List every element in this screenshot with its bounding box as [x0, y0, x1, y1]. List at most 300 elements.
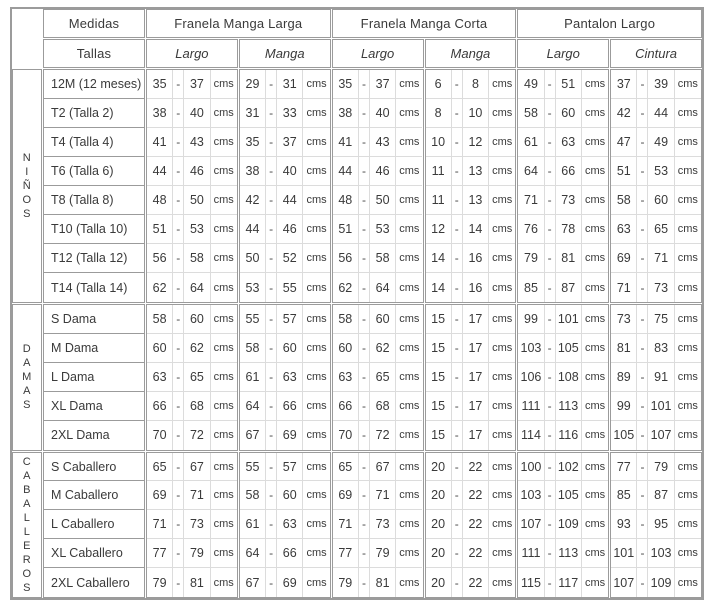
- measure-min: 11: [426, 157, 452, 186]
- header-group-franela-manga-corta: Franela Manga Corta: [332, 9, 517, 38]
- section-label-letter: L: [23, 525, 31, 538]
- unit-label: cms: [582, 244, 608, 273]
- unit-label: cms: [396, 539, 422, 568]
- range-dash: -: [173, 334, 184, 363]
- measure-min: 81: [611, 334, 637, 363]
- measure-min: 58: [333, 305, 359, 334]
- range-dash: -: [637, 157, 648, 186]
- range-dash: -: [266, 481, 277, 510]
- range-dash: -: [359, 70, 370, 99]
- measure-max: 68: [370, 392, 396, 421]
- unit-label: cms: [303, 392, 329, 421]
- unit-label: cms: [582, 157, 608, 186]
- unit-label: cms: [211, 392, 237, 421]
- measure-max: 68: [184, 392, 210, 421]
- range-dash: -: [637, 273, 648, 302]
- range-dash: -: [173, 568, 184, 597]
- measure-max: 75: [648, 305, 674, 334]
- unit-label: cms: [675, 157, 701, 186]
- measure-max: 57: [277, 305, 303, 334]
- measure-min: 64: [518, 157, 544, 186]
- unit-label: cms: [396, 128, 422, 157]
- unit-label: cms: [489, 99, 515, 128]
- talla-label: L Caballero: [44, 510, 144, 539]
- range-dash: -: [266, 305, 277, 334]
- measure-min: 14: [426, 273, 452, 302]
- measure-max: 73: [556, 186, 582, 215]
- range-dash: -: [173, 539, 184, 568]
- unit-label: cms: [677, 281, 698, 294]
- range-dash: -: [637, 481, 648, 510]
- range-dash: -: [637, 510, 648, 539]
- talla-label: T4 (Talla 4): [44, 128, 144, 157]
- range-dash: -: [637, 244, 648, 273]
- range-dash: -: [637, 421, 648, 450]
- measure-group: [239, 304, 331, 450]
- unit-label: cms: [675, 334, 701, 363]
- unit-label: cms: [489, 244, 515, 273]
- section-label-letter: M: [22, 371, 32, 384]
- talla-label: M Dama: [44, 334, 144, 363]
- measure-max: 17: [463, 305, 489, 334]
- range-dash: -: [266, 421, 277, 450]
- measure-min: 106: [518, 363, 544, 392]
- range-dash: -: [173, 215, 184, 244]
- range-dash: -: [266, 539, 277, 568]
- measure-min: 58: [147, 305, 173, 334]
- range-dash: -: [452, 539, 463, 568]
- measure-max: 71: [648, 244, 674, 273]
- measure-max: 83: [648, 334, 674, 363]
- measure-min: 71: [147, 510, 173, 539]
- range-dash: -: [173, 481, 184, 510]
- measure-max: 33: [277, 99, 303, 128]
- section-label-letter: R: [22, 553, 32, 566]
- unit-label: cms: [396, 510, 422, 539]
- unit-label: cms: [211, 481, 237, 510]
- unit-label: cms: [396, 392, 422, 421]
- measure-min: 111: [518, 539, 544, 568]
- talla-column-caballeros: [43, 452, 145, 598]
- measure-group: [610, 69, 702, 303]
- measure-max: 91: [648, 363, 674, 392]
- measure-min: 65: [147, 453, 173, 482]
- measure-min: 42: [611, 99, 637, 128]
- measure-min: 12: [426, 215, 452, 244]
- measure-min: 29: [240, 70, 266, 99]
- section-label-letter: B: [23, 483, 31, 496]
- range-dash: -: [359, 510, 370, 539]
- range-dash: -: [173, 453, 184, 482]
- range-dash: -: [545, 392, 556, 421]
- measure-max: 17: [463, 334, 489, 363]
- measure-max: 53: [370, 215, 396, 244]
- measure-group: [517, 69, 609, 303]
- measure-max: 60: [184, 305, 210, 334]
- measure-min: 71: [333, 510, 359, 539]
- unit-label: cms: [306, 281, 327, 294]
- measure-min: 73: [611, 305, 637, 334]
- range-dash: -: [173, 186, 184, 215]
- measure-min: 11: [426, 186, 452, 215]
- unit-label: cms: [211, 363, 237, 392]
- range-dash: -: [545, 453, 556, 482]
- measure-min: 64: [240, 392, 266, 421]
- measure-max: 44: [277, 186, 303, 215]
- measure-max: 37: [277, 128, 303, 157]
- section-label-letter: S: [23, 399, 31, 412]
- unit-label: cms: [492, 576, 513, 589]
- range-dash: -: [545, 539, 556, 568]
- measure-max: 62: [184, 334, 210, 363]
- range-dash: -: [545, 244, 556, 273]
- measure-max: 17: [463, 363, 489, 392]
- measure-min: 51: [611, 157, 637, 186]
- measure-min: 37: [611, 70, 637, 99]
- range-dash: -: [359, 128, 370, 157]
- measure-min: 63: [611, 215, 637, 244]
- unit-label: cms: [675, 186, 701, 215]
- talla-label: T10 (Talla 10): [44, 215, 144, 244]
- range-dash: -: [173, 421, 184, 450]
- measure-max: 78: [556, 215, 582, 244]
- unit-label: cms: [303, 186, 329, 215]
- measure-min: 61: [240, 363, 266, 392]
- talla-label: T2 (Talla 2): [44, 99, 144, 128]
- measure-min: 62: [147, 273, 173, 302]
- measure-min: 79: [333, 568, 359, 597]
- unit-label: cms: [211, 334, 237, 363]
- unit-label: cms: [675, 363, 701, 392]
- measure-min: 69: [611, 244, 637, 273]
- measure-min: 10: [426, 128, 452, 157]
- unit-label: cms: [303, 539, 329, 568]
- unit-label: cms: [489, 70, 515, 99]
- measure-min: 50: [240, 244, 266, 273]
- range-dash: -: [637, 334, 648, 363]
- range-dash: -: [452, 453, 463, 482]
- measure-max: 108: [556, 363, 582, 392]
- range-dash: -: [266, 186, 277, 215]
- unit-label: cms: [584, 429, 606, 442]
- measure-max: 79: [648, 453, 674, 482]
- unit-label: cms: [582, 305, 608, 334]
- measure-min: 67: [240, 568, 266, 597]
- unit-label: cms: [489, 392, 515, 421]
- range-dash: -: [266, 99, 277, 128]
- talla-label: 2XL Dama: [51, 428, 110, 443]
- measure-min: 49: [518, 70, 544, 99]
- measure-group: [146, 452, 238, 598]
- header-group-franela-manga-larga: Franela Manga Larga: [146, 9, 331, 38]
- range-dash: -: [359, 99, 370, 128]
- measure-max: 46: [184, 157, 210, 186]
- header-subcolumn-franela-manga-larga-largo: Largo: [146, 39, 238, 68]
- measure-max: 62: [370, 334, 396, 363]
- unit-label: cms: [303, 70, 329, 99]
- section-label-letter: A: [23, 497, 31, 510]
- section-label-caballeros: [12, 452, 42, 598]
- measure-max: 44: [648, 99, 674, 128]
- range-dash: -: [359, 453, 370, 482]
- unit-label: cms: [211, 186, 237, 215]
- measure-min: 38: [240, 157, 266, 186]
- size-chart: [10, 7, 704, 600]
- measure-max: 103: [648, 539, 674, 568]
- unit-label: cms: [582, 70, 608, 99]
- range-dash: -: [359, 334, 370, 363]
- talla-label: L Dama: [44, 363, 144, 392]
- range-dash: -: [452, 186, 463, 215]
- measure-min: 15: [426, 305, 452, 334]
- range-dash: -: [266, 334, 277, 363]
- range-dash: -: [637, 453, 648, 482]
- measure-max: 60: [277, 481, 303, 510]
- range-dash: -: [637, 70, 648, 99]
- unit-label: cms: [582, 481, 608, 510]
- unit-label: cms: [211, 215, 237, 244]
- measure-min: 101: [611, 539, 637, 568]
- measure-min: 35: [147, 70, 173, 99]
- measure-min: 60: [333, 334, 359, 363]
- measure-min: 58: [240, 334, 266, 363]
- range-dash: -: [545, 305, 556, 334]
- measure-max: 101: [648, 392, 674, 421]
- measure-max: 81: [556, 244, 582, 273]
- measure-max: 22: [463, 453, 489, 482]
- header-subcolumn-franela-manga-corta-manga: Manga: [425, 39, 517, 68]
- measure-max: 66: [277, 392, 303, 421]
- section-label-letter: S: [23, 581, 31, 594]
- measure-group: [425, 452, 517, 598]
- range-dash: -: [545, 186, 556, 215]
- measure-max: 81: [370, 568, 396, 597]
- range-dash: -: [266, 244, 277, 273]
- measure-min: 99: [518, 305, 544, 334]
- range-dash: -: [266, 568, 277, 597]
- measure-min: 93: [611, 510, 637, 539]
- measure-max: 63: [277, 510, 303, 539]
- unit-label: cms: [213, 281, 234, 294]
- measure-max: 16: [463, 273, 489, 302]
- measure-min: 77: [333, 539, 359, 568]
- range-dash: -: [452, 421, 463, 450]
- unit-label: cms: [675, 70, 701, 99]
- talla-label: S Caballero: [44, 453, 144, 482]
- unit-label: cms: [303, 510, 329, 539]
- measure-min: 85: [611, 481, 637, 510]
- measure-max: 66: [556, 157, 582, 186]
- range-dash: -: [266, 128, 277, 157]
- unit-label: cms: [211, 70, 237, 99]
- range-dash: -: [173, 128, 184, 157]
- measure-min: 20: [426, 539, 452, 568]
- range-dash: -: [173, 273, 184, 302]
- unit-label: cms: [582, 453, 608, 482]
- measure-max: 43: [370, 128, 396, 157]
- range-dash: -: [359, 392, 370, 421]
- measure-max: 60: [648, 186, 674, 215]
- unit-label: cms: [396, 99, 422, 128]
- range-dash: -: [173, 70, 184, 99]
- measure-min: 56: [333, 244, 359, 273]
- range-dash: -: [266, 273, 277, 302]
- range-dash: -: [359, 186, 370, 215]
- measure-max: 14: [463, 215, 489, 244]
- range-dash: -: [545, 363, 556, 392]
- measure-max: 60: [370, 305, 396, 334]
- range-dash: -: [173, 510, 184, 539]
- range-dash: -: [545, 568, 556, 597]
- measure-min: 65: [333, 453, 359, 482]
- section-label-letter: Ñ: [22, 180, 32, 193]
- measure-max: 81: [184, 568, 210, 597]
- unit-label: cms: [303, 453, 329, 482]
- range-dash: -: [545, 128, 556, 157]
- range-dash: -: [173, 157, 184, 186]
- header-corner-spacer: [12, 9, 42, 68]
- range-dash: -: [545, 157, 556, 186]
- measure-min: 38: [147, 99, 173, 128]
- range-dash: -: [452, 305, 463, 334]
- range-dash: -: [173, 363, 184, 392]
- measure-min: 103: [518, 481, 544, 510]
- measure-group: [517, 304, 609, 450]
- measure-max: 65: [648, 215, 674, 244]
- unit-label: cms: [399, 281, 420, 294]
- unit-label: cms: [396, 481, 422, 510]
- measure-min: 20: [426, 481, 452, 510]
- range-dash: -: [173, 99, 184, 128]
- range-dash: -: [173, 392, 184, 421]
- talla-label: M Caballero: [44, 481, 144, 510]
- range-dash: -: [452, 128, 463, 157]
- range-dash: -: [545, 273, 556, 302]
- measure-min: 64: [240, 539, 266, 568]
- range-dash: -: [637, 568, 648, 597]
- measure-min: 69: [333, 481, 359, 510]
- measure-min: 67: [240, 421, 266, 450]
- measure-group: [332, 304, 424, 450]
- measure-max: 40: [277, 157, 303, 186]
- unit-label: cms: [399, 576, 420, 589]
- range-dash: -: [545, 510, 556, 539]
- unit-label: cms: [303, 157, 329, 186]
- range-dash: -: [266, 510, 277, 539]
- unit-label: cms: [211, 539, 237, 568]
- range-dash: -: [266, 363, 277, 392]
- measure-min: 6: [426, 70, 452, 99]
- measure-max: 46: [370, 157, 396, 186]
- range-dash: -: [359, 363, 370, 392]
- measure-min: 66: [147, 392, 173, 421]
- measure-max: 65: [370, 363, 396, 392]
- measure-max: 107: [648, 421, 674, 450]
- measure-min: 35: [333, 70, 359, 99]
- measure-max: 43: [184, 128, 210, 157]
- measure-max: 101: [556, 305, 582, 334]
- range-dash: -: [545, 334, 556, 363]
- section-label-letter: O: [22, 567, 32, 580]
- unit-label: cms: [211, 157, 237, 186]
- measure-group: [610, 304, 702, 450]
- range-dash: -: [545, 481, 556, 510]
- measure-min: 48: [147, 186, 173, 215]
- measure-min: 77: [611, 453, 637, 482]
- measure-min: 61: [240, 510, 266, 539]
- measure-max: 22: [463, 481, 489, 510]
- unit-label: cms: [584, 281, 606, 294]
- measure-min: 48: [333, 186, 359, 215]
- talla-label: 2XL Caballero: [51, 575, 130, 590]
- measure-min: 70: [333, 421, 359, 450]
- unit-label: cms: [675, 215, 701, 244]
- unit-label: cms: [582, 186, 608, 215]
- unit-label: cms: [211, 305, 237, 334]
- measure-max: 113: [556, 392, 582, 421]
- section-label-letter: A: [23, 469, 31, 482]
- range-dash: -: [452, 481, 463, 510]
- unit-label: cms: [211, 99, 237, 128]
- measure-max: 31: [277, 70, 303, 99]
- measure-min: 70: [147, 421, 173, 450]
- range-dash: -: [452, 568, 463, 597]
- unit-label: cms: [492, 429, 513, 442]
- unit-label: cms: [582, 128, 608, 157]
- range-dash: -: [637, 539, 648, 568]
- unit-label: cms: [303, 99, 329, 128]
- measure-max: 109: [556, 510, 582, 539]
- range-dash: -: [452, 157, 463, 186]
- measure-max: 55: [277, 273, 303, 302]
- header-medidas: Medidas: [43, 9, 145, 38]
- unit-label: cms: [582, 539, 608, 568]
- range-dash: -: [359, 568, 370, 597]
- range-dash: -: [266, 157, 277, 186]
- range-dash: -: [173, 305, 184, 334]
- range-dash: -: [452, 363, 463, 392]
- range-dash: -: [452, 99, 463, 128]
- unit-label: cms: [396, 453, 422, 482]
- unit-label: cms: [303, 481, 329, 510]
- unit-label: cms: [582, 334, 608, 363]
- measure-group: [517, 452, 609, 598]
- unit-label: cms: [582, 363, 608, 392]
- measure-group: [425, 69, 517, 303]
- range-dash: -: [545, 215, 556, 244]
- measure-max: 22: [463, 568, 489, 597]
- talla-label: 12M (12 meses): [44, 70, 144, 99]
- unit-label: cms: [303, 244, 329, 273]
- unit-label: cms: [396, 363, 422, 392]
- measure-max: 73: [184, 510, 210, 539]
- measure-min: 20: [426, 453, 452, 482]
- measure-min: 15: [426, 363, 452, 392]
- unit-label: cms: [582, 215, 608, 244]
- range-dash: -: [359, 244, 370, 273]
- measure-min: 15: [426, 421, 452, 450]
- header-subcolumn-franela-manga-corta-largo: Largo: [332, 39, 424, 68]
- measure-min: 41: [333, 128, 359, 157]
- talla-label: T6 (Talla 6): [44, 157, 144, 186]
- measure-max: 13: [463, 186, 489, 215]
- measure-max: 66: [277, 539, 303, 568]
- measure-max: 113: [556, 539, 582, 568]
- measure-min: 103: [518, 334, 544, 363]
- unit-label: cms: [303, 128, 329, 157]
- measure-min: 114: [518, 421, 544, 450]
- range-dash: -: [359, 481, 370, 510]
